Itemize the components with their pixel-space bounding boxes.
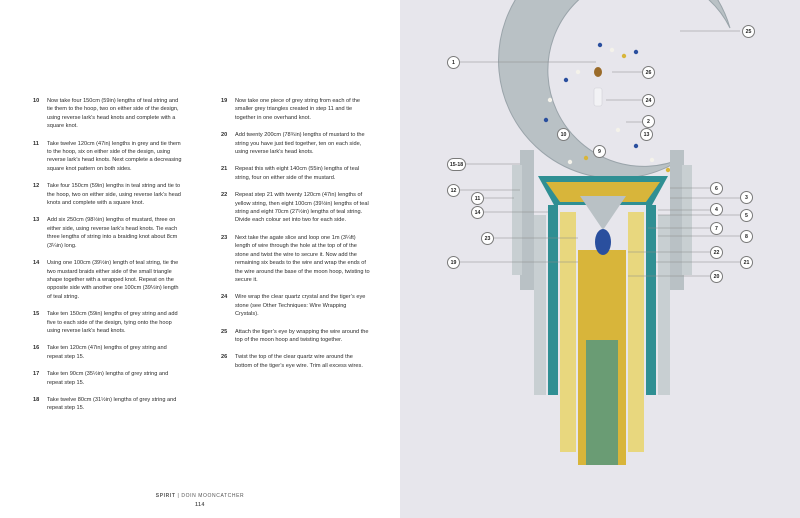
callout-marker: 7 xyxy=(710,222,723,235)
agate-slice xyxy=(595,229,611,255)
callout-marker: 4 xyxy=(710,203,723,216)
step-text: Take four 150cm (59in) lengths in teal string and tie to the hoop, two on either side, using reverse lark’s head knots and complete with a square knot. xyxy=(47,183,181,207)
step-text: Take ten 150cm (59in) lengths of grey string and add five to each side of the design, tying onto the hoop using reverse lark’s head knots. xyxy=(47,311,178,334)
step-item xyxy=(221,328,371,345)
step-number: 19 xyxy=(221,98,228,104)
step-text: Attach the tiger’s eye by wrapping the wire around the top of the moon hoop and twisting together. xyxy=(235,328,369,343)
callout-marker: 20 xyxy=(710,270,723,283)
step-item xyxy=(33,182,183,207)
callout-marker: 3 xyxy=(740,191,753,204)
step-item xyxy=(33,216,183,250)
step-number: 12 xyxy=(33,183,40,190)
tigers-eye-stone xyxy=(594,67,602,77)
step-text: Add twenty 200cm (78¾in) lengths of mustard to the string you have just tied together, ten on each side, using reverse lark’s head knots. xyxy=(235,132,365,156)
callout-marker: 14 xyxy=(471,206,484,219)
macrame-fringe xyxy=(512,150,692,465)
step-number: 18 xyxy=(33,396,40,403)
step-number: 14 xyxy=(33,260,40,267)
step-number: 25 xyxy=(221,328,228,335)
step-number: 13 xyxy=(33,217,40,224)
step-item xyxy=(33,396,183,413)
step-item xyxy=(221,165,371,182)
step-item xyxy=(33,370,183,387)
step-number: 11 xyxy=(33,140,39,147)
callout-marker: 21 xyxy=(740,256,753,269)
step-item xyxy=(33,344,183,361)
step-text: Now take one piece of grey string from each of the smaller grey triangles created in step 11 and tie together in one overhand knot. xyxy=(235,98,360,121)
step-text: Take twelve 120cm (47in) lengths in grey and tie them to the hoop, six on either side of the design, using reverse lark’s head knots. Next complete a decreasing square knot pattern on both sides. xyxy=(47,140,182,172)
step-item xyxy=(221,234,371,284)
photo-page xyxy=(400,0,800,518)
step-text: Wire wrap the clear quartz crystal and the tiger’s eye stone (see Other Techniques: Wire Wrapping Crystals). xyxy=(235,294,366,318)
step-number: 23 xyxy=(221,234,228,241)
step-number: 21 xyxy=(221,166,228,173)
callout-marker: 9 xyxy=(593,145,606,158)
callout-marker: 25 xyxy=(742,25,755,38)
callout-marker: 23 xyxy=(481,232,494,245)
step-number: 16 xyxy=(33,345,40,352)
callout-marker: 5 xyxy=(740,209,753,222)
step-number: 22 xyxy=(221,192,228,199)
step-text: Take twelve 80cm (31½in) lengths of grey string and repeat step 15. xyxy=(47,396,177,412)
clear-quartz-crystal xyxy=(594,88,602,106)
callout-marker: 26 xyxy=(642,66,655,79)
page-footer xyxy=(0,493,400,508)
step-item xyxy=(221,293,371,318)
instructions-column-left xyxy=(33,97,183,422)
step-number: 15 xyxy=(33,311,40,318)
step-item xyxy=(221,131,371,156)
step-text: Take ten 90cm (35½in) lengths of grey string and repeat step 15. xyxy=(47,371,169,386)
step-text: Repeat this with eight 140cm (55in) lengths of teal string, four on either side of the mustard. xyxy=(235,166,360,181)
step-item xyxy=(33,140,183,174)
footer-title: DOIN MOONCATCHER xyxy=(181,493,245,499)
step-item xyxy=(221,353,371,370)
step-text: Now take four 150cm (59in) lengths of teal string and tie them to the hoop, two on either side of the design, using reverse lark’s head knots and complete with a square knot. xyxy=(47,98,179,130)
callout-marker: 13 xyxy=(640,128,653,141)
footer-section: SPIRIT xyxy=(155,493,176,499)
step-number: 17 xyxy=(33,371,40,378)
footer-separator: | xyxy=(177,493,180,499)
callout-marker: 11 xyxy=(471,192,484,205)
instructions-column-right xyxy=(221,97,371,379)
step-item xyxy=(33,259,183,301)
step-text: Twist the top of the clear quartz wire around the bottom of the tiger’s eye wire. Trim all excess wires. xyxy=(235,354,363,369)
callout-marker: 12 xyxy=(447,184,460,197)
callout-marker: 10 xyxy=(557,128,570,141)
callout-marker: 8 xyxy=(740,230,753,243)
callout-marker: 6 xyxy=(710,182,723,195)
callout-marker: 22 xyxy=(710,246,723,259)
callout-marker: 15-18 xyxy=(447,158,466,171)
step-item xyxy=(33,97,183,131)
step-text: Add six 250cm (98½in) lengths of mustard, three on either side, using reverse lark’s head knots. Tie each three lengths of string into a braiding knot about 8cm (3¼in) long. xyxy=(47,217,178,249)
step-text: Repeat step 21 with twenty 120cm (47in) lengths of yellow string, then eight 100cm (39½in) lengths of teal string and eight 70cm (27½in) lengths of teal string. Divide each colour set into two for each side. xyxy=(235,192,369,224)
step-item xyxy=(221,97,371,122)
callout-marker: 1 xyxy=(447,56,460,69)
callout-marker: 24 xyxy=(642,94,655,107)
callout-marker: 19 xyxy=(447,256,460,269)
step-number: 24 xyxy=(221,294,228,301)
step-number: 26 xyxy=(221,354,228,361)
step-number: 10 xyxy=(33,98,40,104)
step-text: Using one 100cm (39½in) length of teal string, tie the two mustard braids either side of the small triangle shape together with a wrapped knot. Repeat on the opposite side with another one 100cm (39½in) length of teal string. xyxy=(47,260,179,300)
step-text: Next take the agate slice and loop one 1m (3¼ft) length of wire through the hole at the top of of the stone and twist the wire to secure it. Now add the remaining six beads to the wire and wrap the ends of the wire around the base of the moon hoop, twisting to secure it. xyxy=(235,234,370,283)
step-item xyxy=(221,191,371,225)
step-number: 20 xyxy=(221,132,228,139)
callout-marker: 2 xyxy=(642,115,655,128)
page-number: 114 xyxy=(195,502,205,508)
step-text: Take ten 120cm (47in) lengths of grey string and repeat step 15. xyxy=(47,345,167,360)
step-item xyxy=(33,310,183,335)
